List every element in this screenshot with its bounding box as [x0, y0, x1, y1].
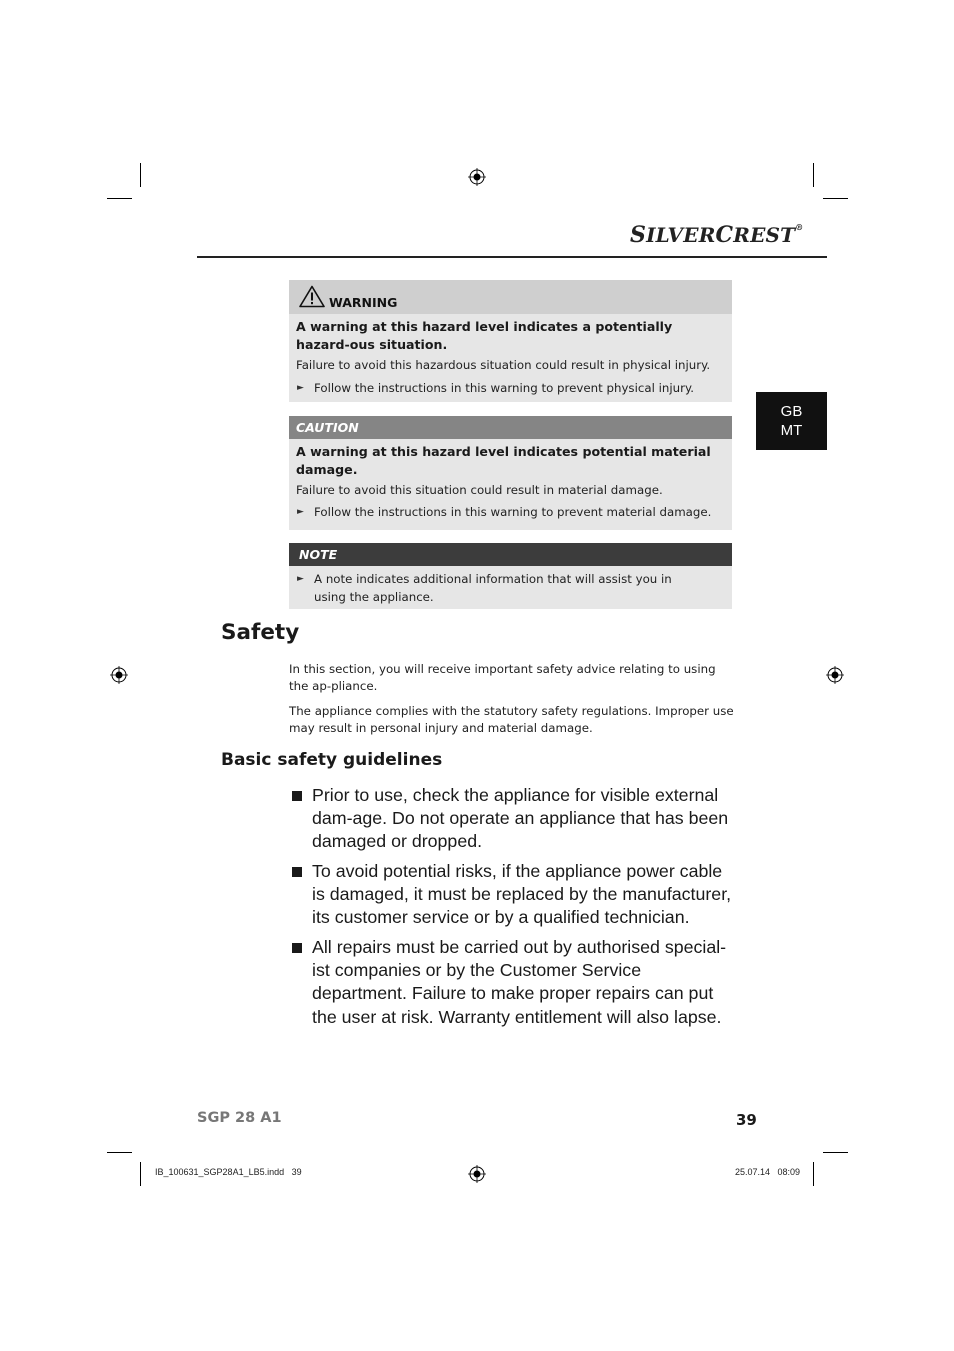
- crop-mark: [140, 163, 141, 187]
- caution-header: [289, 416, 732, 439]
- caution-instruction: ► Follow the instructions in this warning to prevent material damage.: [289, 504, 732, 522]
- crop-mark: [140, 1162, 141, 1186]
- silvercrest-logo: SILVERCREST®: [630, 222, 804, 248]
- registration-mark-icon: [110, 666, 128, 684]
- caution-heading: CAUTION: [296, 420, 359, 435]
- compliance-paragraph: The appliance complies with the statutory safety regulations. Improper use may result in personal injury and material damage.: [289, 704, 734, 736]
- warning-text: Failure to avoid this hazardous situation could result in physical injury.: [296, 358, 711, 372]
- warning-header: [289, 280, 732, 314]
- registration-mark-icon: [468, 1165, 486, 1183]
- registration-mark-icon: [826, 666, 844, 684]
- warning-box: [289, 280, 732, 402]
- crop-mark: [107, 198, 132, 199]
- header-rule: [197, 256, 827, 258]
- note-box: [289, 543, 732, 609]
- square-bullet-icon: [292, 791, 302, 801]
- language-code-mt: MT: [780, 422, 803, 439]
- language-tab: [756, 392, 827, 450]
- footer-model: SGP 28 A1: [197, 1110, 282, 1126]
- warning-instruction: ► Follow the instructions in this warning to prevent physical injury.: [289, 380, 732, 398]
- note-header: [289, 543, 732, 566]
- registration-mark-icon: [468, 168, 486, 186]
- warning-heading: WARNING: [329, 295, 398, 310]
- crop-mark: [107, 1152, 132, 1153]
- intro-paragraph: In this section, you will receive important safety advice relating to using the ap-pliance.: [289, 662, 716, 694]
- caution-box: [289, 416, 732, 530]
- print-slug-file: IB_100631_SGP28A1_LB5.indd 39: [155, 1167, 302, 1177]
- list-item: All repairs must be carried out by authorised special-ist companies or by the Customer Service department. Failure to make proper repairs can put the user at risk. Warranty entitlement will also lapse.: [289, 936, 739, 1029]
- note-heading: NOTE: [299, 547, 338, 562]
- list-item: To avoid potential risks, if the appliance power cable is damaged, it must be replaced by the manufacturer, its customer service or by a qualified technician.: [289, 860, 739, 930]
- subsection-title: Basic safety guidelines: [221, 750, 443, 770]
- page-number: 39: [736, 1111, 757, 1129]
- arrow-bullet-icon: ►: [297, 382, 304, 393]
- arrow-bullet-icon: ►: [297, 506, 304, 517]
- crop-mark: [823, 198, 848, 199]
- crop-mark: [823, 1152, 848, 1153]
- list-item: Prior to use, check the appliance for visible external dam-age. Do not operate an appliance that has been damaged or dropped.: [289, 784, 739, 854]
- section-title: Safety: [221, 620, 300, 645]
- language-code-gb: GB: [780, 403, 803, 420]
- caution-text: Failure to avoid this situation could result in material damage.: [296, 483, 663, 497]
- arrow-bullet-icon: ►: [297, 574, 304, 584]
- print-slug-date: 25.07.14 08:09: [735, 1167, 801, 1177]
- square-bullet-icon: [292, 943, 302, 953]
- warning-triangle-icon: [299, 285, 325, 308]
- note-instruction: ► A note indicates additional information that will assist you in using the appliance.: [297, 572, 672, 604]
- warning-bold-text: A warning at this hazard level indicates a potentially hazard-ous situation.: [296, 319, 673, 352]
- crop-mark: [813, 163, 814, 187]
- square-bullet-icon: [292, 867, 302, 877]
- caution-bold-text: A warning at this hazard level indicates potential material damage.: [296, 444, 711, 477]
- crop-mark: [813, 1162, 814, 1186]
